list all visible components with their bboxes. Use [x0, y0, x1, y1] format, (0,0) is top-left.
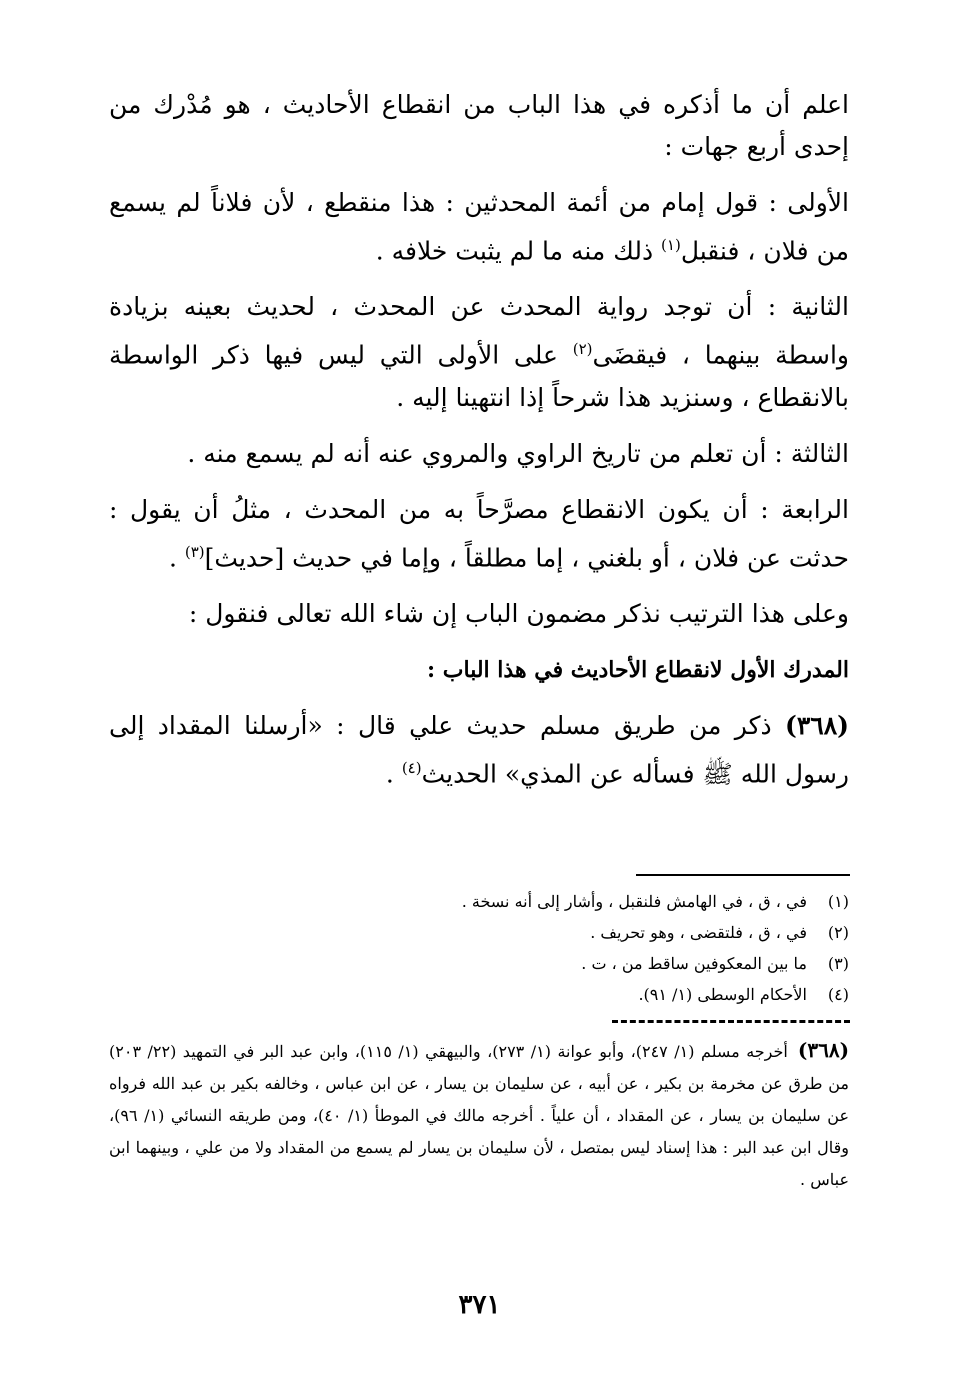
takhrij-divider — [612, 1020, 850, 1023]
takhrij-number: (٣٦٨) — [797, 1038, 850, 1062]
intro-text: اعلم أن ما أذكره في هذا الباب من انقطاع الأحاديث ، هو مُدْرك من إحدى أربع جهات : — [109, 90, 849, 161]
first-text-end: ذلك منه ما لم يثبت خلافه . — [375, 236, 662, 266]
footnote-ref-4[interactable]: (٤) — [401, 758, 422, 777]
section-heading: المدرك الأول لانقطاع الأحاديث في هذا الباب : — [427, 656, 849, 683]
intro-paragraph — [109, 84, 849, 168]
hadith-text-end: . — [385, 759, 402, 789]
first-text: الأولى : قول إمام من أئمة المحدثين : هذا منقطع ، لأن فلاناً لم يسمع من فلان ، فنقبل — [109, 188, 849, 266]
fourth-paragraph — [109, 489, 849, 579]
main-text — [109, 84, 849, 809]
footnote-ref-1[interactable]: (١) — [661, 236, 681, 254]
hadith-number: (٣٦٨) — [785, 710, 849, 740]
takhrij-text: أخرجه مسلم (١/ ٢٤٧)، وأبو عوانة (١/ ٢٧٣)، والبيهقي (١/ ١١٥)، وابن عبد البر في التمهيد (٢٢/ ٢٠٣) من طرق عن مخرمة بن بكير ، عن أبيه ، عن سليمان بن يسار ، عن ابن عباس ، وخالفه بكير بن عبد الله فرواه عن سليمان بن يسار ، عن المقداد ، أن علياً . أخرجه مالك في الموطأ (١/ ٤٠)، ومن طريقه النسائي (١/ ٩٦)، وقال ابن عبد البر : هذا إسناد ليس بمتصل ، لأن سليمان بن يسار لم يسمع من المقداد ولا من علي ، وبينهما ابن عباس . — [109, 1042, 849, 1189]
footnote-number: (١) — [827, 892, 849, 911]
footnote-ref-3[interactable]: (٣) — [184, 542, 205, 561]
footnote-text: في ، ق ، فلتقضى ، وهو تحريف . — [590, 923, 807, 942]
footnote-ref-2[interactable]: (٢) — [572, 340, 593, 359]
second-text: الثانية : أن توجد رواية المحدث عن المحدث ، لحديث بعينه بزيادة واسطة بينهما ، فيقضَى — [109, 292, 849, 370]
takhrij-note — [109, 1034, 849, 1196]
footnote-text: ما بين المعكوفين ساقط من ، ت . — [581, 954, 807, 973]
second-paragraph — [109, 286, 849, 418]
fourth-text: الرابعة : أن يكون الانقطاع مصرَّحاً به من المحدث ، مثلُ أن يقول : حدثت عن فلان ، أو بلغني ، إما مطلقاً ، وإما في حديث [حديث] — [109, 494, 849, 572]
hadith-text: ذكر من طريق مسلم حديث علي قال : «أرسلنا المقداد إلى رسول الله ﷺ فسأله عن المذي» الحديث — [109, 710, 849, 789]
footnote-item — [109, 979, 849, 1010]
footnote-item — [109, 917, 849, 948]
first-paragraph — [109, 182, 849, 272]
order-text: وعلى هذا الترتيب نذكر مضمون الباب إن شاء الله تعالى فنقول : — [188, 598, 849, 628]
footnote-item — [109, 948, 849, 979]
third-text: الثالثة : أن تعلم من تاريخ الراوي والمروي عنه أنه لم يسمع منه . — [187, 438, 849, 468]
footnotes-list — [109, 886, 849, 1010]
page-number: ٣٧١ — [458, 1290, 501, 1320]
footnote-number: (٢) — [827, 923, 849, 942]
hadith-paragraph — [109, 705, 849, 795]
fourth-text-end: . — [168, 542, 185, 572]
footnote-text: الأحكام الوسطى (١/ ٩١). — [638, 985, 807, 1004]
footnote-divider — [636, 874, 850, 876]
footnote-number: (٣) — [827, 954, 849, 973]
third-paragraph — [109, 433, 849, 475]
footnote-number: (٤) — [827, 985, 849, 1004]
footnote-item — [109, 886, 849, 917]
second-text-end: على الأولى التي ليس فيها ذكر الواسطة بالانقطاع ، وسنزيد هذا شرحاً إذا انتهينا إليه . — [109, 340, 849, 412]
footnote-text: في ، ق ، في الهامش فلنقبل ، وأشار إلى أنه نسخة . — [461, 892, 807, 911]
order-paragraph — [109, 593, 849, 635]
